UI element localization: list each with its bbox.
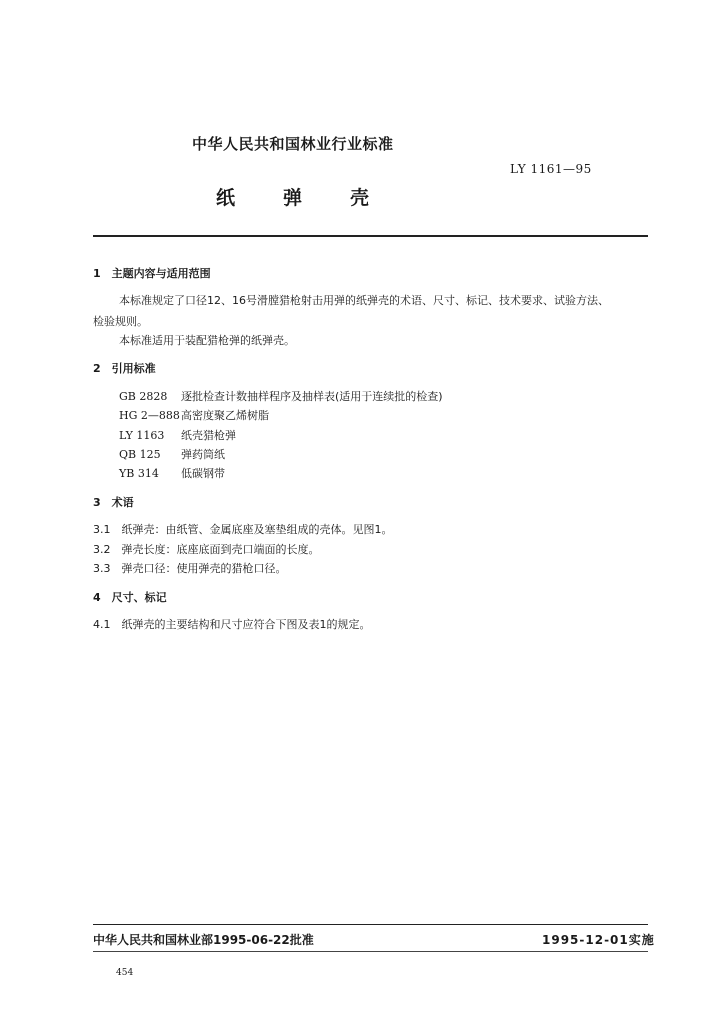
reference-item xyxy=(119,427,236,443)
reference-title: 弹药筒纸 xyxy=(181,448,225,461)
term-item: 3.3 弹壳口径：使用弹壳的猎枪口径。 xyxy=(93,562,287,575)
reference-item xyxy=(119,465,225,481)
title-char-1: 纸 xyxy=(216,187,236,209)
approval-line: 中华人民共和国林业部1995-06-22批准 xyxy=(93,933,314,947)
footer-bottom-rule xyxy=(93,951,648,952)
reference-item xyxy=(119,407,269,423)
title-char-3: 壳 xyxy=(350,187,370,209)
reference-code: YB 314 xyxy=(119,467,159,480)
reference-title: 高密度聚乙烯树脂 xyxy=(181,409,269,422)
title-char-2: 弹 xyxy=(283,187,303,209)
reference-title: 纸壳猎枪弹 xyxy=(181,429,236,442)
section-1-heading: 1 主题内容与适用范围 xyxy=(93,267,211,280)
term-item: 3.1 纸弹壳：由纸管、金属底座及塞垫组成的壳体。见图1。 xyxy=(93,523,393,536)
footer-rule xyxy=(93,924,648,925)
section-4-heading: 4 尺寸、标记 xyxy=(93,591,167,604)
reference-code: GB 2828 xyxy=(119,390,168,403)
standard-code: LY 1161—95 xyxy=(510,162,592,176)
page-number: 454 xyxy=(116,968,134,978)
reference-title: 逐批检查计数抽样程序及抽样表(适用于连续批的检查) xyxy=(181,390,443,403)
reference-code: LY 1163 xyxy=(119,429,165,442)
issuing-organization: 中华人民共和国林业行业标准 xyxy=(192,135,394,153)
section-1-paragraph-1-line-2: 检验规则。 xyxy=(93,315,148,328)
document-title xyxy=(216,183,417,210)
dimension-item: 4.1 纸弹壳的主要结构和尺寸应符合下图及表1的规定。 xyxy=(93,618,371,631)
implementation-date: 1995-12-01实施 xyxy=(542,933,655,947)
reference-code: HG 2—888 xyxy=(119,409,180,422)
reference-title: 低碳钢带 xyxy=(181,467,225,480)
section-2-heading: 2 引用标准 xyxy=(93,362,156,375)
reference-item xyxy=(119,446,225,462)
reference-item xyxy=(119,388,443,404)
section-3-heading: 3 术语 xyxy=(93,496,134,509)
term-item: 3.2 弹壳长度：底座底面到壳口端面的长度。 xyxy=(93,543,320,556)
reference-code: QB 125 xyxy=(119,448,161,461)
section-1-paragraph-2: 本标准适用于装配猎枪弹的纸弹壳。 xyxy=(119,334,295,347)
section-1-paragraph-1-line-1: 本标准规定了口径12、16号滑膛猎枪射击用弹的纸弹壳的术语、尺寸、标记、技术要求、试验方法、 xyxy=(119,294,609,307)
header-rule xyxy=(93,235,648,237)
